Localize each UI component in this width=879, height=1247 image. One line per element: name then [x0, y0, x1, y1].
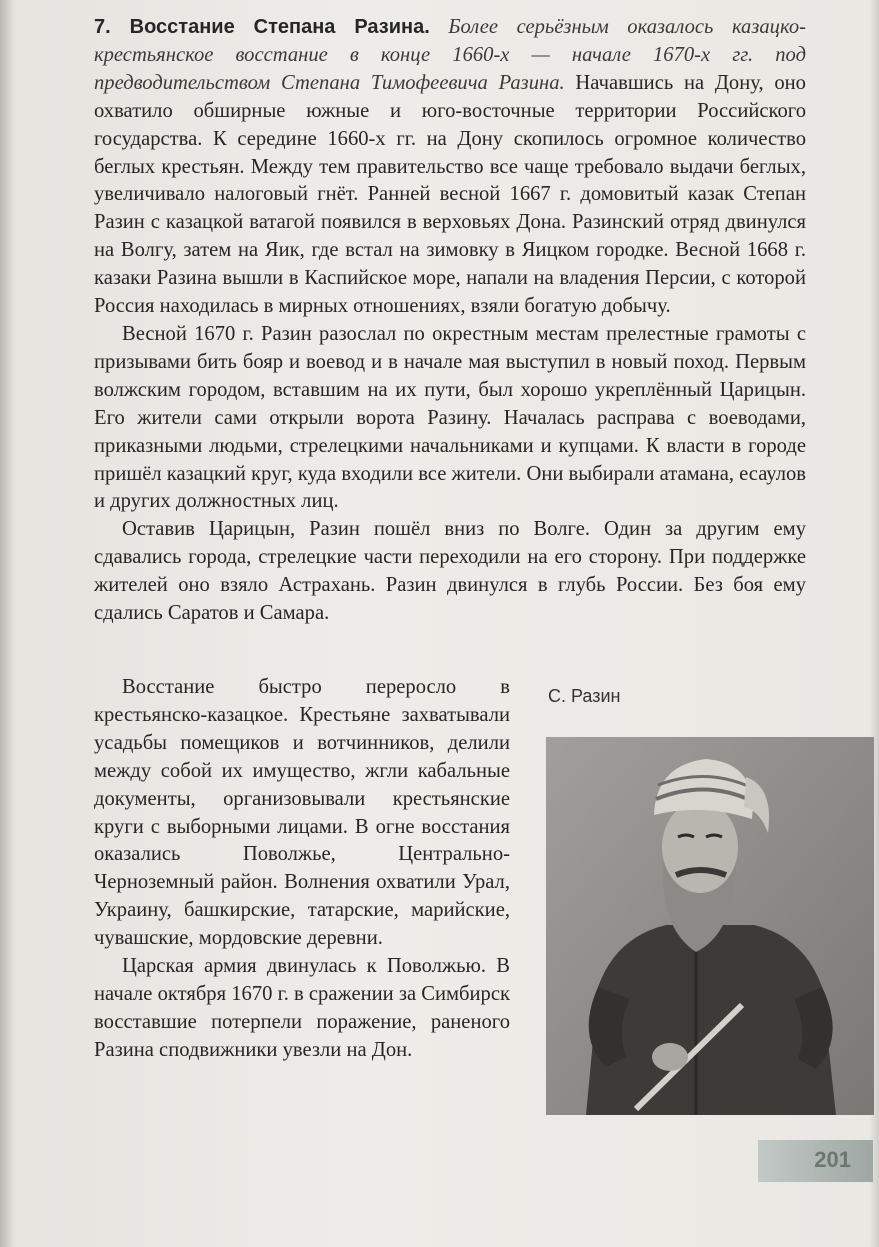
portrait-caption: С. Разин — [548, 686, 621, 706]
razin-portrait — [546, 737, 874, 1115]
page-number: 201 — [814, 1147, 851, 1172]
spine-shadow — [0, 0, 14, 1247]
paragraph-3: Оставив Царицын, Разин пошёл вниз по Волге. Один за другим ему сдавались города, стрелецкие части переходили на его сторону. При поддержке жителей оно взяло Астрахань. Разин двинулся в глубь России. Без боя ему сдались Саратов и Самара. — [94, 518, 806, 625]
paragraph-1 — [94, 14, 806, 321]
portrait-illustration — [546, 737, 874, 1115]
section-heading: 7. Восстание Степана Разина. — [94, 16, 430, 38]
side-text-column — [94, 674, 510, 1065]
paragraph-5: Царская армия двинулась к Поволжью. В начале октября 1670 г. в сражении за Симбирск восставшие потерпели поражение, раненого Разина сподвижники увезли на Дон. — [94, 955, 510, 1061]
paragraph-4: Восстание быстро переросло в крестьянско-казацкое. Крестьяне захватывали усадьбы помещиков и вотчинников, делили между собой их имущество, жгли кабальные документы, организовывали крестьянские круги с выборными лицами. В огне восстания оказались Поволжье, Центрально-Черноземный район. Волнения охватили Урал, Украину, башкирские, татарские, марийские, чувашские, мордовские деревни. — [94, 676, 510, 950]
paragraph-1-text: Начавшись на Дону, оно охватило обширные южные и юго-восточные территории Российского государства. К середине 1660-х гг. на Дону скопилось огромное количество беглых крестьян. Между тем правительство все чаще требовало выдачи беглых, увеличивало налоговый гнёт. Ранней весной 1667 г. домовитый казак Степан Разин с казацкой ватагой появился в верховьях Дона. Разинский отряд двинулся на Волгу, затем на Яик, где встал на зимовку в Яицком городке. Весной 1668 г. казаки Разина вышли в Каспийское море, напали на владения Персии, с которой Россия находилась в мирных отношениях, взяли богатую добычу. — [94, 71, 806, 318]
paragraph-2: Весной 1670 г. Разин разослал по окрестным местам прелестные грамоты с призывами бить бояр и воевод и в начале мая выступил в новый поход. Первым волжским городом, вставшим на их пути, был хорошо укреплённый Царицын. Его жители сами открыли ворота Разину. Началась расправа с воеводами, приказными людьми, стрелецкими начальниками и купцами. К власти в городе пришёл казацкий круг, куда входили все жители. Они выбирали атамана, есаулов и других должностных лиц. — [94, 322, 806, 513]
main-text — [94, 14, 806, 628]
page-number-tab — [758, 1140, 873, 1182]
section-lead: Более серьёзным оказалось казацко-крестьянское восстание в конце 1660-х — начале 1670-х гг. под предводительством Степана Тимофеевича Разина. — [94, 16, 806, 94]
